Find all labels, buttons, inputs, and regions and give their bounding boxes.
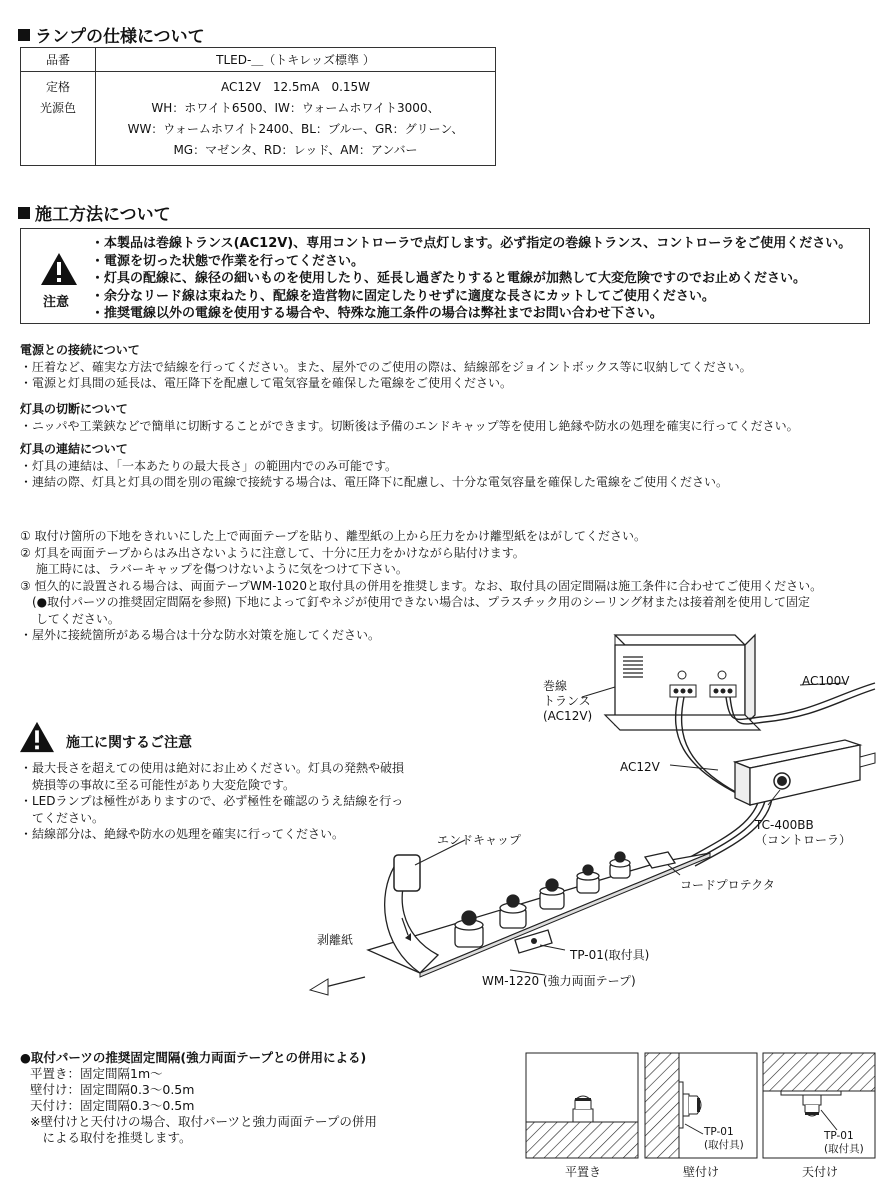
step-line: 施工時には、ラバーキャップを傷つけないように気をつけて下さい。 — [20, 562, 408, 576]
section-marker — [18, 29, 30, 41]
spec-label-rating: 定格 — [45, 80, 70, 94]
spec-label-cell — [21, 72, 96, 166]
fixing-line: 平置き：固定間隔1m〜 — [30, 1066, 163, 1081]
fixing-interval-section — [20, 1050, 377, 1146]
transformer-label-line: (AC12V) — [543, 709, 593, 723]
section-marker — [18, 207, 30, 219]
caution-line: ・灯具の配線に、線径の細いものを使用したり、延長し過ぎたりすると電線が加熱して大変危険ですのでお止めください。 — [91, 271, 807, 286]
end-cap-label: エンドキャップ — [437, 833, 522, 847]
fixing-line: 壁付け：固定間隔0.3〜0.5m — [30, 1082, 195, 1097]
section-heading: 電源との接続について — [20, 343, 140, 357]
section-line: ・連結の際、灯具と灯具の間を別の電線で接続する場合は、電圧降下に配慮し、十分な電気容量を確保した電線をご使用ください。 — [20, 475, 729, 489]
install-caution-title: 施工に関するご注意 — [66, 735, 192, 751]
step-line: してください。 — [20, 611, 120, 626]
method-section-title — [18, 200, 171, 225]
controller-label-line: （コントローラ） — [755, 833, 852, 847]
section-line: ・ニッパや工業鋏などで簡単に切断することができます。切断後は予備のエンドキャップ等を使用し絶縁や防水の処理を確実に行ってください。 — [20, 418, 799, 433]
method-title-text: 施工方法について — [35, 205, 171, 225]
caution-box — [20, 228, 870, 324]
spec-section-title — [18, 22, 205, 47]
tp01-label: TP-01(取付具) — [570, 948, 650, 962]
ac12v-label: AC12V — [620, 760, 660, 774]
section-heading: 灯具の切断について — [20, 402, 128, 416]
step-line: ② 灯具を両面テープからはみ出さないように注意して、十分に圧力をかけながら貼付けます。 — [20, 545, 525, 560]
warning-icon — [18, 720, 56, 754]
fixing-line: 天付け：固定間隔0.3〜0.5m — [30, 1098, 195, 1113]
install-caution-line: 焼損等の事故に至る可能性があり大変危険です。 — [20, 777, 296, 792]
cord-protector-label: コードプロテクタ — [680, 878, 775, 892]
spec-color-line: WH：ホワイト6500、IW：ウォームホワイト3000、 — [151, 101, 440, 115]
spec-color-line: WW：ウォームホワイト2400、BL：ブルー、GR：グリーン、 — [127, 122, 464, 136]
install-caution-line: ・結線部分は、絶縁や防水の処理を確実に行ってください。 — [20, 827, 345, 841]
step-line: ③ 恒久的に設置される場合は、両面テープWM-1020と取付具の併用を推奨します。なお、取付具の固定間隔は施工条件に合わせてご使用ください。 — [20, 578, 823, 593]
spec-value-part: TLED-＿（トキレッズ標準 ） — [96, 48, 496, 72]
step-line: ・屋外に接続箇所がある場合は十分な防水対策を施してください。 — [20, 628, 381, 642]
caution-line: ・余分なリード線は束ねたり、配線を造営物に固定したりせずに適度な長さにカットしてご使用ください。 — [91, 288, 715, 304]
ac100v-label: AC100V — [802, 674, 850, 688]
section-line: ・灯具の連結は、「一本あたりの最大長さ」の範囲内でのみ可能です。 — [20, 458, 398, 473]
tag-line: (取付具) — [704, 1139, 744, 1151]
install-caution-line: ・最大長さを超えての使用は絶対にお止めください。灯具の発熱や破損 — [20, 761, 405, 775]
install-caution-line: ・LEDランプは極性がありますので、必ず極性を確認のうえ結線を行っ — [20, 794, 404, 808]
fixing-line: ※壁付けと天付けの場合、取付パーツと強力両面テープの併用 — [30, 1114, 377, 1129]
panel-ceiling-caption: 天付け — [802, 1165, 839, 1179]
section-heading: 灯具の連結について — [20, 442, 128, 456]
spec-label-color: 光源色 — [39, 101, 76, 115]
panel-ceiling-tag — [824, 1130, 864, 1156]
section-line: ・電源と灯具間の延長は、電圧降下を配慮して電気容量を確保した電線をご使用ください。 — [20, 376, 513, 390]
install-caution-line: てください。 — [20, 810, 105, 825]
caution-line: ・電源を切った状態で作業を行ってください。 — [91, 253, 365, 269]
spec-table — [20, 47, 496, 166]
transformer-label-line: 巻線 — [543, 679, 568, 693]
cutting-section — [20, 401, 870, 434]
warning-icon — [39, 251, 79, 287]
panel-wall-caption: 壁付け — [683, 1165, 720, 1179]
wm1220-label: WM-1220 (強力両面テープ) — [482, 974, 636, 988]
spec-value-rating: AC12V 12.5mA 0.15W — [220, 80, 371, 94]
power-connection-section — [20, 342, 870, 392]
spec-value-cell — [96, 72, 496, 166]
transformer-label — [543, 679, 592, 724]
caution-label: 注意 — [43, 295, 70, 310]
spec-color-line: MG：マゼンタ、RD：レッド、AM：アンバー — [173, 143, 418, 157]
step-line: ① 取付け箇所の下地をきれいにした上で両面テープを貼り、離型紙の上から圧力をかけ離型紙をはがしてください。 — [20, 529, 646, 543]
controller-label — [755, 818, 851, 848]
tag-line: (取付具) — [824, 1143, 864, 1155]
controller-illustration — [735, 740, 875, 805]
caution-line: ・本製品は巻線トランス(AC12V)、専用コントローラで点灯します。必ず指定の巻線トランス、コントローラをご使用ください。 — [91, 236, 852, 251]
tag-line: TP-01 — [704, 1126, 734, 1138]
panel-flat — [526, 1053, 638, 1158]
spec-title-text: ランプの仕様について — [35, 27, 205, 47]
spec-label-part: 品番 — [21, 48, 96, 72]
fixing-title: ●取付パーツの推奨固定間隔(強力両面テープとの併用による) — [20, 1050, 367, 1065]
caution-line: ・推奨電線以外の電線を使用する場合や、特殊な施工条件の場合は弊社までお問い合わせ下さい。 — [91, 306, 663, 321]
panel-wall-tag — [704, 1126, 744, 1152]
caution-lines — [91, 235, 866, 323]
linking-section — [20, 441, 870, 491]
tag-line: TP-01 — [824, 1130, 854, 1142]
transformer-label-line: トランス — [543, 694, 591, 708]
fixing-line: による取付を推奨します。 — [30, 1130, 192, 1145]
step-line: (●取付パーツの推奨固定間隔を参照) 下地によって釘やネジが使用できない場合は、プラスチック用のシーリング材または接着剤を使用して固定 — [20, 595, 810, 609]
panel-flat-caption: 平置き — [565, 1165, 602, 1179]
controller-label-line: TC-400BB — [755, 818, 814, 832]
section-line: ・圧着など、確実な方法で結線を行ってください。また、屋外でのご使用の際は、結線部をジョイントボックス等に収納してください。 — [20, 359, 752, 374]
transformer-illustration — [605, 635, 760, 730]
release-paper-label: 剥離紙 — [317, 933, 354, 947]
